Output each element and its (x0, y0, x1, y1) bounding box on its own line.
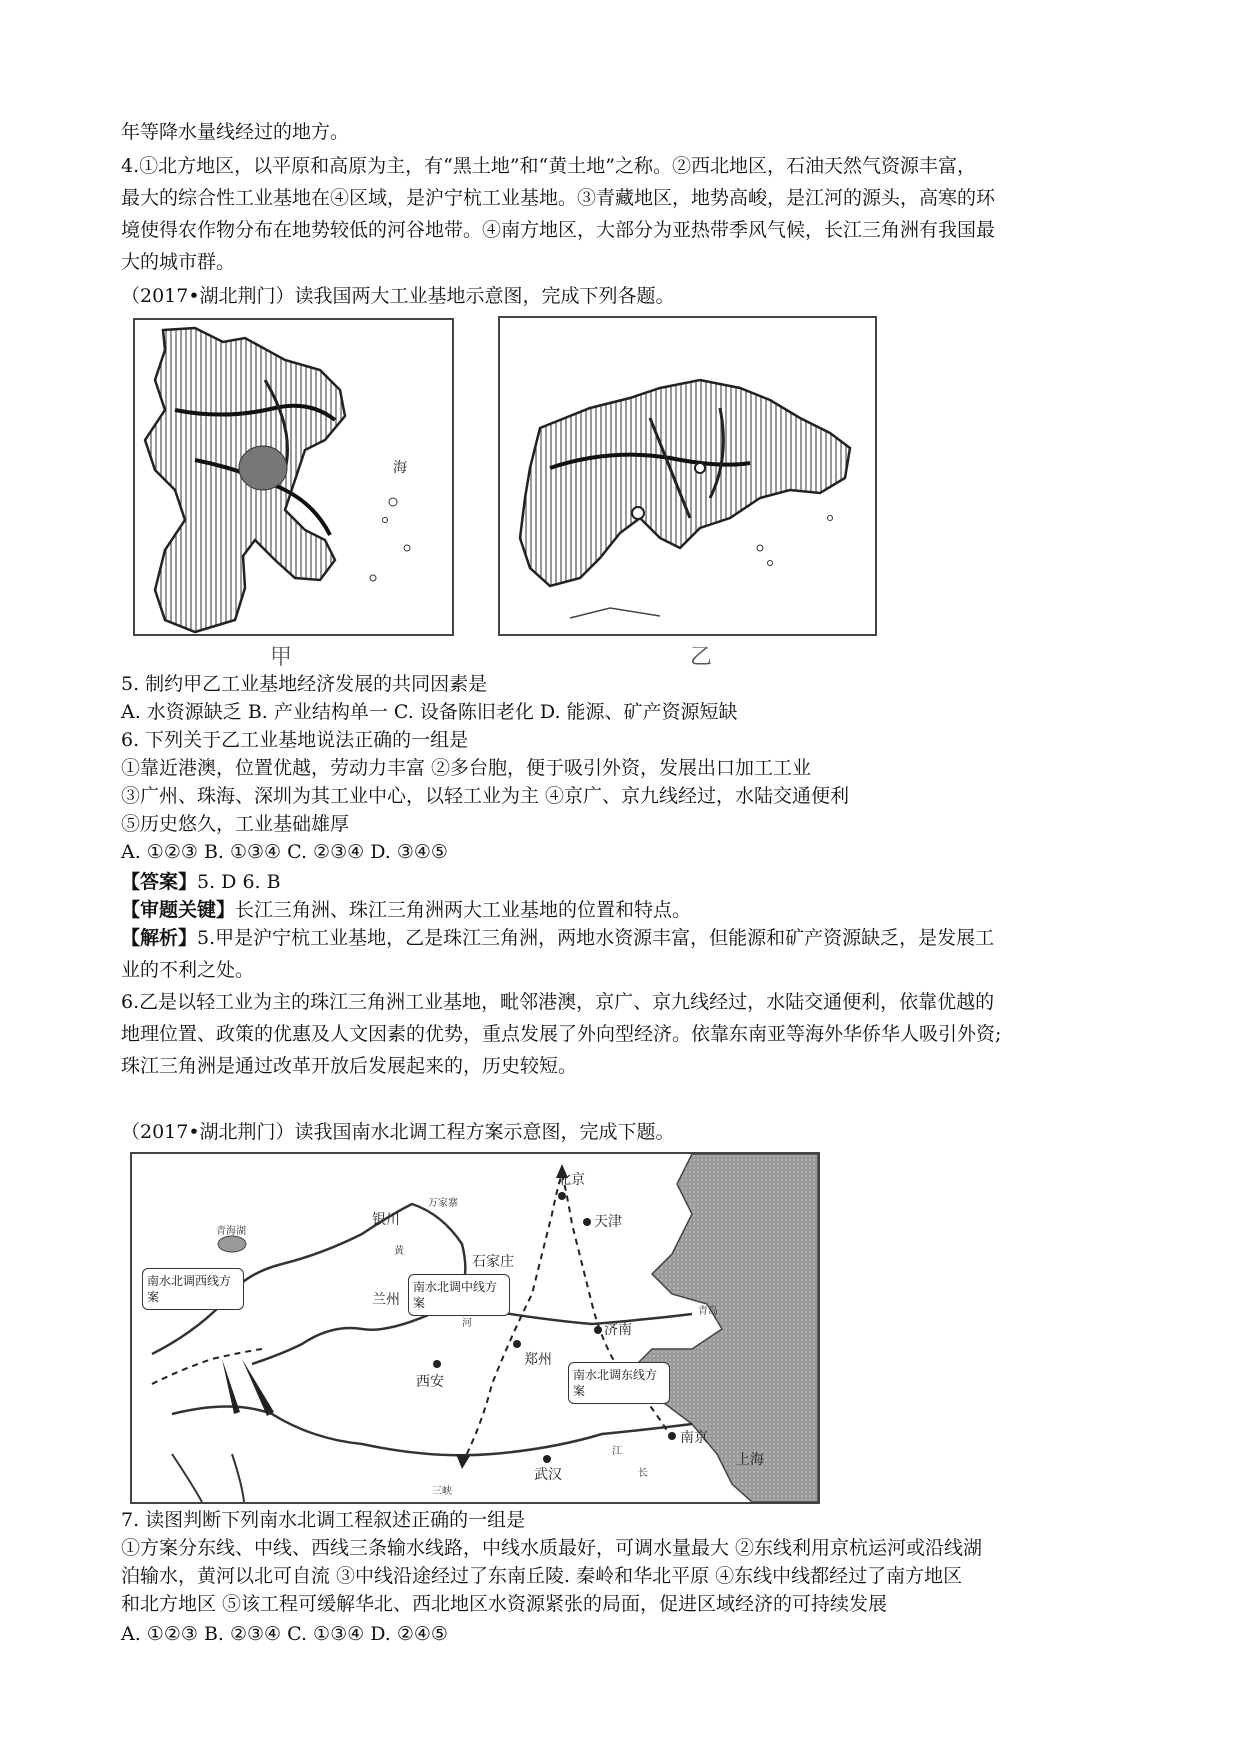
text-line: 最大的综合性工业基地在④区域，是沪宁杭工业基地。③青藏地区，地势高峻，是江河的源头，高寒的环 (121, 187, 996, 209)
city-label: 武汉 (534, 1467, 562, 1483)
island-icon (768, 561, 773, 566)
city-label: 上海 (736, 1452, 764, 1468)
question-6-options: A. ①②③ B. ①③④ C. ②③④ D. ③④⑤ (121, 841, 448, 863)
question-6-statement: ⑤历史悠久，工业基础雄厚 (121, 813, 350, 835)
question-7-statement: 和北方地区 ⑤该工程可缓解华北、西北地区水资源紧张的局面，促进区域经济的可持续发展 (121, 1593, 888, 1615)
text-line: 4.①北方地区，以平原和高原为主，有“黑土地”和“黄土地”之称。②西北地区，石油天然气资源丰富， (121, 155, 976, 177)
east-route-box: 南水北调东线方案 (568, 1362, 670, 1404)
city-label: 青岛 (698, 1306, 718, 1317)
map-jia (133, 318, 454, 636)
answer-line (121, 868, 281, 896)
answer-text: 5. D 6. B (197, 871, 281, 893)
river-label: 江 (612, 1446, 622, 1457)
city-label: 石家庄 (472, 1254, 514, 1270)
analysis-line: 地理位置、政策的优惠及人文因素的优势，重点发展了外向型经济。依靠东南亚等海外华侨华人吸引外资; (121, 1023, 1002, 1045)
key-tag: 【审题关键】 (121, 899, 236, 921)
city-label: 兰州 (372, 1292, 400, 1308)
analysis-text: 5.甲是沪宁杭工业基地，乙是珠江三角洲，两地水资源丰富，但能源和矿产资源缺乏，是发展工 (197, 927, 995, 949)
map-jia-graphic (135, 320, 452, 634)
island-icon (404, 545, 410, 551)
island-icon (389, 498, 397, 506)
city-marker (594, 1326, 602, 1334)
river-label: 长 (638, 1468, 648, 1479)
city-marker (632, 507, 644, 519)
text-line: 境使得农作物分布在地势较低的河谷地带。④南方地区，大部分为亚热带季风气候，长江三角洲有我国最 (121, 219, 996, 241)
lake-label: 青海湖 (216, 1226, 246, 1237)
text-line: 大的城市群。 (121, 251, 236, 273)
city-label: 郑州 (524, 1352, 552, 1368)
key-text: 长江三角洲、珠江三角洲两大工业基地的位置和特点。 (235, 899, 692, 921)
island-icon (370, 575, 376, 581)
middle-route-box: 南水北调中线方案 (408, 1274, 510, 1316)
arrow-icon (456, 1454, 470, 1469)
city-label: 南京 (680, 1430, 708, 1446)
city-marker (513, 1340, 521, 1348)
question-7-options: A. ①②③ B. ②③④ C. ①③④ D. ②④⑤ (121, 1623, 448, 1645)
city-marker (695, 463, 705, 473)
question-5-options: A. 水资源缺乏 B. 产业结构单一 C. 设备陈旧老化 D. 能源、矿产资源短缺 (121, 701, 738, 723)
sea-area (632, 1154, 818, 1502)
text-line: 年等降水量线经过的地方。 (121, 121, 350, 143)
question-intro: （2017•湖北荆门）读我国南水北调工程方案示意图，完成下题。 (121, 1121, 675, 1143)
lake-icon (239, 446, 287, 490)
question-6-statement: ③广州、珠海、深圳为其工业中心，以轻工业为主 ④京广、京九线经过，水陆交通便利 (121, 785, 850, 807)
city-label: 天津 (594, 1214, 622, 1230)
map-yi (498, 316, 877, 636)
city-label: 济南 (604, 1322, 632, 1338)
question-6: 6. 下列关于乙工业基地说法正确的一组是 (121, 729, 469, 751)
analysis-line: 业的不利之处。 (121, 959, 255, 981)
water-diversion-map (130, 1152, 820, 1504)
island-icon (828, 516, 833, 521)
river-label: 河 (462, 1318, 472, 1329)
city-marker (668, 1432, 676, 1440)
city-marker (543, 1455, 551, 1463)
river-label: 黄 (394, 1246, 404, 1257)
question-7-statement: ①方案分东线、中线、西线三条输水线路，中线水质最好，可调水量最大 ②东线利用京杭运河或沿线湖 (121, 1537, 983, 1559)
river-line (232, 1454, 244, 1502)
qinghai-lake-icon (218, 1236, 246, 1252)
land-region (520, 380, 850, 586)
island-icon (757, 545, 763, 551)
water-diversion-graphic (132, 1154, 818, 1502)
question-7-statement: 泊输水，黄河以北可自流 ③中线沿途经过了东南丘陵. 秦岭和华北平原 ④东线中线都经过了南方地区 (121, 1565, 963, 1587)
city-label: 银川 (372, 1212, 400, 1228)
analysis-line: 珠江三角洲是通过改革开放后发展起来的，历史较短。 (121, 1055, 578, 1077)
key-line (121, 896, 691, 924)
city-marker (433, 1360, 441, 1368)
city-label: 万家寨 (428, 1198, 458, 1209)
analysis-line: 6.乙是以轻工业为主的珠江三角洲工业基地，毗邻港澳，京广、京九线经过，水陆交通便利，依靠优越的 (121, 991, 995, 1013)
island-icon (383, 518, 388, 523)
place-label: 三峡 (432, 1486, 452, 1497)
map-yi-caption: 乙 (690, 645, 713, 670)
city-marker (558, 1192, 566, 1200)
west-route-box: 南水北调西线方案 (142, 1268, 244, 1310)
question-intro: （2017•湖北荆门）读我国两大工业基地示意图，完成下列各题。 (121, 285, 675, 307)
city-marker (583, 1218, 591, 1226)
city-label: 西安 (416, 1374, 444, 1390)
map-jia-caption: 甲 (270, 645, 293, 670)
map-yi-graphic (500, 318, 875, 634)
coast-line (570, 608, 660, 618)
analysis-line (121, 924, 994, 952)
question-5: 5. 制约甲乙工业基地经济发展的共同因素是 (121, 673, 488, 695)
question-7: 7. 读图判断下列南水北调工程叙述正确的一组是 (121, 1509, 526, 1531)
analysis-tag: 【解析】 (121, 927, 198, 949)
city-label: 北京 (557, 1172, 585, 1188)
river-line (172, 1454, 202, 1502)
sea-label: 海 (393, 460, 407, 476)
question-6-statement: ①靠近港澳，位置优越，劳动力丰富 ②多台胞，便于吸引外资，发展出口加工工业 (121, 757, 812, 779)
answer-tag: 【答案】 (121, 871, 198, 893)
